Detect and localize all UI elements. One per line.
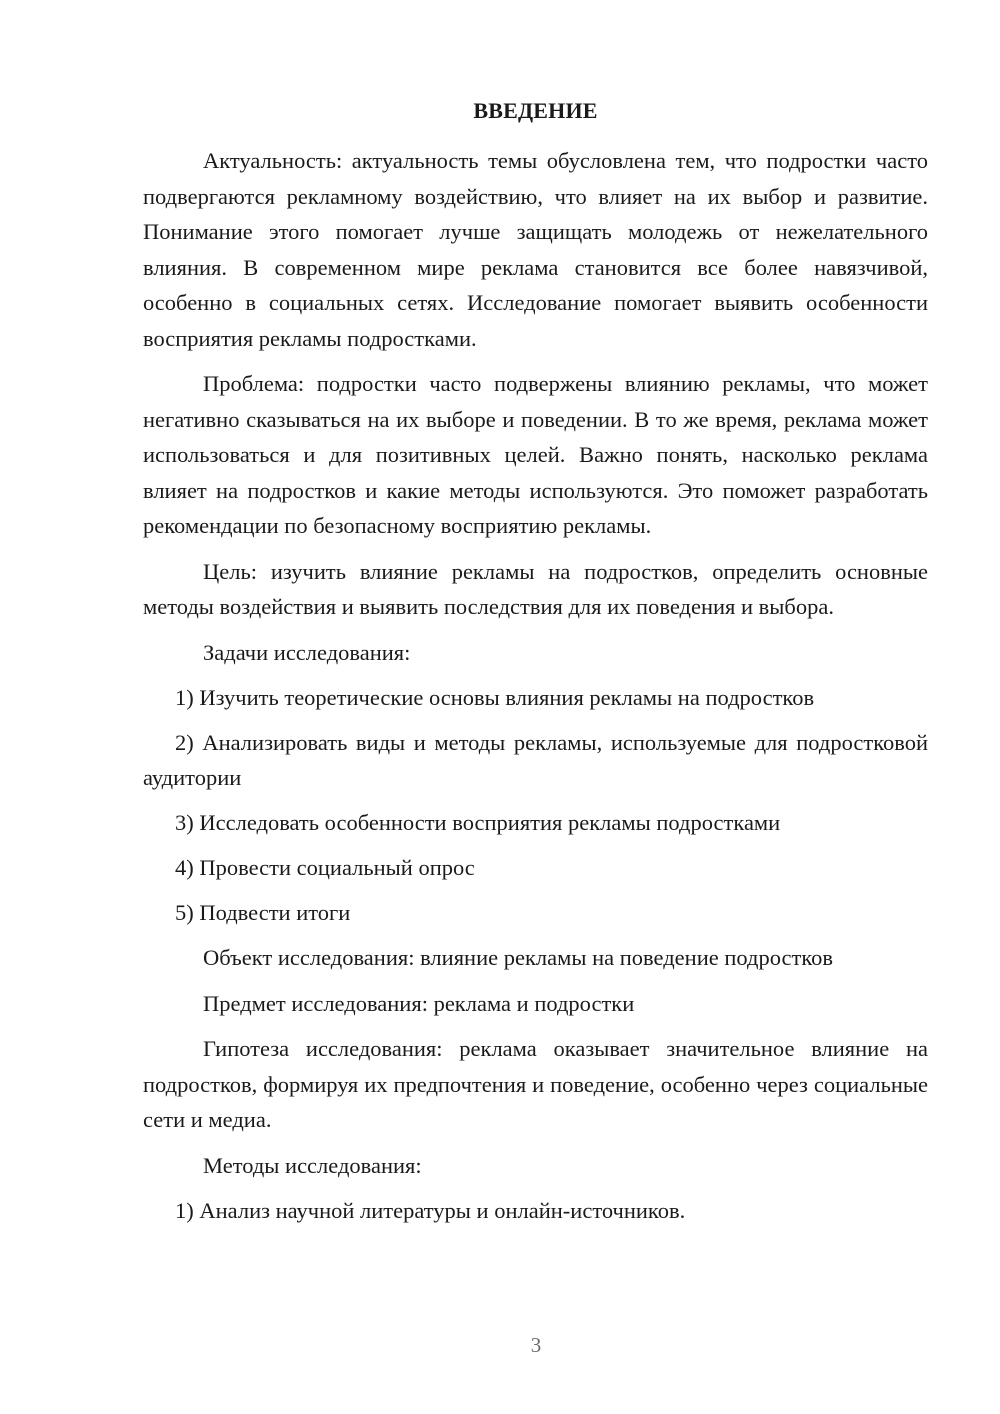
- page-title: ВВЕДЕНИЕ: [473, 98, 598, 123]
- method-item: 1) Анализ научной литературы и онлайн-источников.: [175, 1198, 686, 1223]
- page-number: 3: [530, 1333, 542, 1357]
- hypothesis-paragraph: Гипотеза исследования: реклама оказывает значительное влияние на подростков, формируя их предпочтения и поведение, особенно через социальные сети и медиа.: [143, 1036, 928, 1132]
- task-item: 2) Анализировать виды и методы рекламы, используемые для подростковой аудитории: [143, 730, 928, 790]
- task-item: 1) Изучить теоретические основы влияния рекламы на подростков: [175, 685, 815, 710]
- methods-heading: Методы исследования:: [203, 1152, 422, 1178]
- relevance-paragraph: Актуальность: актуальность темы обусловлена тем, что подростки часто подвергаются рекламному воздействию, что влияет на их выбор и развитие. Понимание этого помогает лучше защищать молодежь от нежелательного влияния. В современном мире реклама становится все более навязчивой, особенно в социальных сетях. Исследование помогает выявить особенности восприятия рекламы подростками.: [143, 148, 928, 351]
- page-content: [143, 143, 928, 1238]
- goal-paragraph: Цель: изучить влияние рекламы на подростков, определить основные методы воздействия и выявить последствия для их поведения и выбора.: [143, 558, 928, 619]
- task-item: 5) Подвести итоги: [175, 900, 351, 925]
- problem-paragraph: Проблема: подростки часто подвержены влиянию рекламы, что может негативно сказываться на их выборе и поведении. В то же время, реклама может использоваться и для позитивных целей. Важно понять, насколько реклама влияет на подростков и какие методы используются. Это поможет разработать рекомендации по безопасному восприятию рекламы.: [143, 371, 928, 538]
- subject-paragraph: Предмет исследования: реклама и подростки: [203, 990, 635, 1016]
- tasks-heading: Задачи исследования:: [203, 639, 411, 665]
- object-paragraph: Объект исследования: влияние рекламы на поведение подростков: [203, 945, 833, 970]
- task-item: 3) Исследовать особенности восприятия рекламы подростками: [175, 810, 781, 835]
- task-item: 4) Провести социальный опрос: [175, 855, 475, 880]
